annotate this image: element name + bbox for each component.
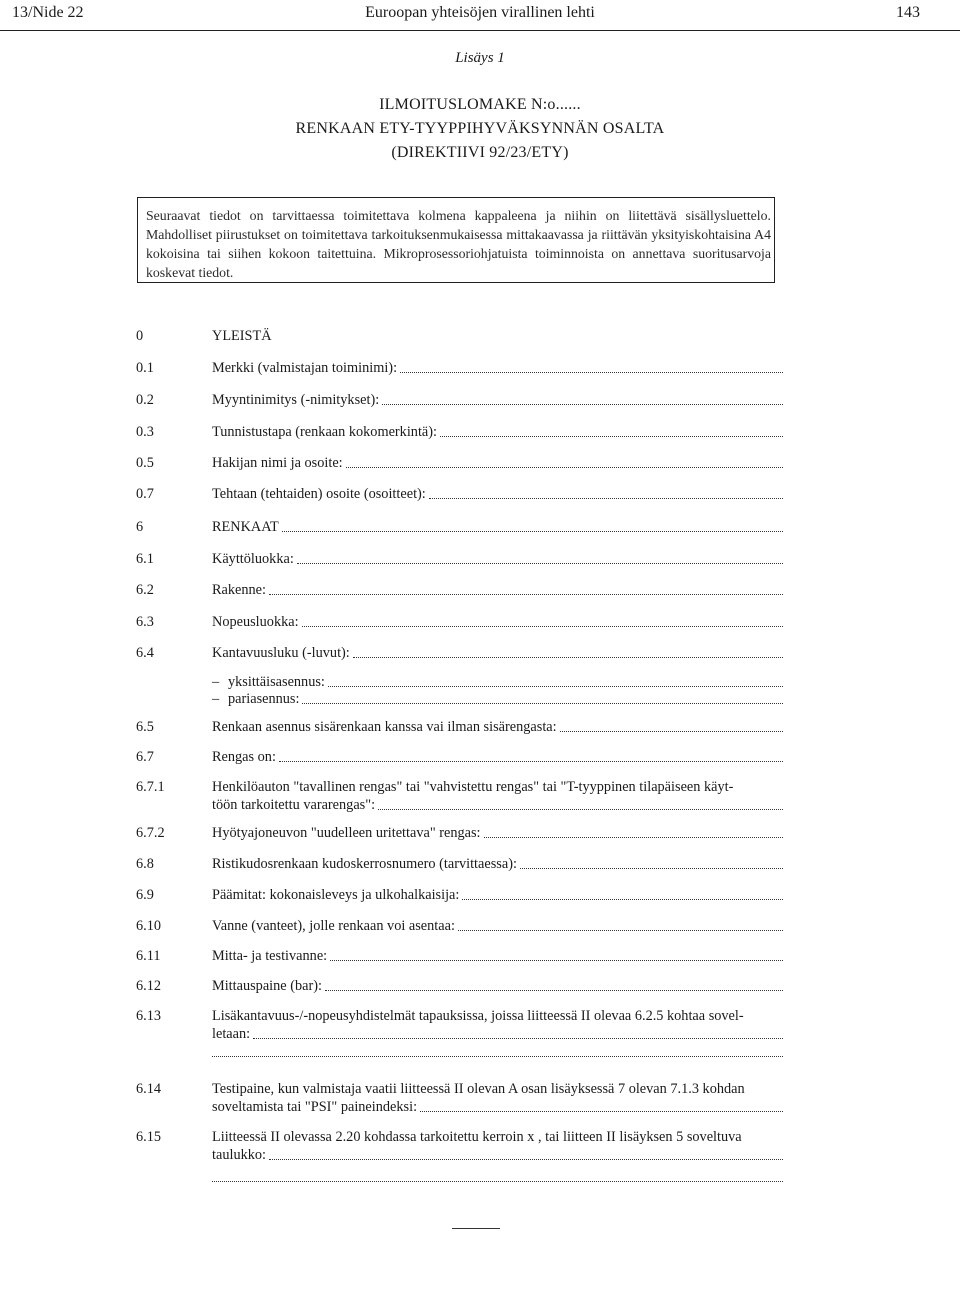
item-number: 0.3 bbox=[136, 424, 154, 440]
item-number: 6.14 bbox=[136, 1081, 162, 1097]
item-label: Rengas on: bbox=[212, 749, 276, 765]
item-number: 6.10 bbox=[136, 918, 162, 934]
item-number: 6.3 bbox=[136, 614, 154, 630]
item-number: 6.7 bbox=[136, 749, 154, 765]
section-heading: YLEISTÄ bbox=[212, 328, 272, 344]
answer-line[interactable] bbox=[330, 947, 783, 961]
item-label: Vanne (vanteet), jolle renkaan voi asentaa: bbox=[212, 918, 455, 934]
form-item-multiline bbox=[0, 1007, 960, 1047]
answer-line[interactable] bbox=[269, 581, 783, 595]
item-label: Renkaan asennus sisärenkaan kanssa vai ilman sisärengasta: bbox=[212, 719, 557, 735]
item-number: 0.7 bbox=[136, 486, 154, 502]
answer-line[interactable] bbox=[353, 644, 783, 658]
item-label: Kantavuusluku (-luvut): bbox=[212, 645, 350, 661]
page-header-left: 13/Nide 22 bbox=[12, 4, 84, 21]
instructions-text: Seuraavat tiedot on tarvittaessa toimitettava kolmena kappaleena ja niihin on liitettävä sisällysluettelo. Mahdolliset piirustukset on toimitettava tarkoituksenmukaisessa mittakaavassa ja riittävän yksityiskohtaisina A4 kokoisina tai siihen kokoon taitettuina. Mikroprosessoriohjatuista toiminnoista on annettava suoritusarvoja koskevat tiedot. bbox=[146, 208, 771, 280]
item-label: Mitta- ja testivanne: bbox=[212, 948, 328, 964]
page-number: 143 bbox=[896, 4, 920, 21]
item-label: Päämitat: kokonaisleveys ja ulkohalkaisija: bbox=[212, 887, 460, 903]
answer-line[interactable] bbox=[325, 977, 783, 991]
item-number: 0.2 bbox=[136, 392, 154, 408]
item-label: Myyntinimitys (-nimitykset): bbox=[212, 392, 380, 408]
answer-line[interactable] bbox=[400, 359, 783, 373]
answer-line[interactable] bbox=[382, 391, 783, 405]
answer-line[interactable] bbox=[302, 613, 783, 627]
item-label: Hakijan nimi ja osoite: bbox=[212, 455, 343, 471]
directive-reference: (DIREKTIIVI 92/23/ETY) bbox=[391, 144, 569, 161]
item-label-line2: taulukko: bbox=[212, 1147, 267, 1163]
answer-line[interactable] bbox=[560, 718, 783, 732]
item-label: Tehtaan (tehtaiden) osoite (osoitteet): bbox=[212, 486, 426, 502]
item-number: 6.13 bbox=[136, 1008, 162, 1024]
item-label: Käyttöluokka: bbox=[212, 551, 294, 567]
answer-line[interactable] bbox=[279, 748, 783, 762]
instructions-box bbox=[137, 197, 775, 283]
item-number: 6.11 bbox=[136, 948, 161, 964]
answer-line-extra[interactable] bbox=[212, 1180, 783, 1182]
item-label-line2: töön tarkoitettu vararengas": bbox=[212, 797, 376, 813]
item-label: pariasennus: bbox=[228, 691, 300, 707]
answer-line[interactable] bbox=[253, 1025, 783, 1039]
answer-line[interactable] bbox=[302, 690, 783, 704]
item-label: Tunnistustapa (renkaan kokomerkintä): bbox=[212, 424, 438, 440]
item-number: 6.15 bbox=[136, 1129, 162, 1145]
answer-line[interactable] bbox=[458, 917, 783, 931]
item-label: Ristikudosrenkaan kudoskerrosnumero (tarvittaessa): bbox=[212, 856, 517, 872]
answer-line[interactable] bbox=[440, 423, 783, 437]
item-number: 6.5 bbox=[136, 719, 154, 735]
answer-line[interactable] bbox=[328, 673, 783, 687]
answer-line[interactable] bbox=[420, 1098, 783, 1112]
item-number: 6.12 bbox=[136, 978, 162, 994]
item-number: 6.2 bbox=[136, 582, 154, 598]
answer-line[interactable] bbox=[462, 886, 783, 900]
item-label-line1: Henkilöauton "tavallinen rengas" tai "vahvistettu rengas" tai "T-tyyppinen tilapäiseen käyt- bbox=[212, 779, 734, 795]
item-number: 0.5 bbox=[136, 455, 154, 471]
item-label-line1: Lisäkantavuus-/-nopeusyhdistelmät tapauksissa, joissa liitteessä II olevaa 6.2.5 kohtaa sovel- bbox=[212, 1008, 744, 1024]
answer-line[interactable] bbox=[297, 550, 783, 564]
item-number: 6.8 bbox=[136, 856, 154, 872]
answer-line[interactable] bbox=[429, 485, 783, 499]
form-item-multiline bbox=[0, 1128, 960, 1168]
annex-label: Lisäys 1 bbox=[455, 50, 505, 66]
header-rule bbox=[0, 30, 960, 31]
section-heading: RENKAAT bbox=[212, 519, 279, 535]
journal-title: Euroopan yhteisöjen virallinen lehti bbox=[365, 4, 595, 21]
item-number: 0 bbox=[136, 328, 144, 344]
item-number: 6 bbox=[136, 519, 144, 535]
answer-line[interactable] bbox=[269, 1146, 783, 1160]
form-item-multiline bbox=[0, 1080, 960, 1120]
item-number: 6.7.2 bbox=[136, 825, 165, 841]
item-label-line1: Liitteessä II olevassa 2.20 kohdassa tarkoitettu kerroin x , tai liitteen II lisäyksen 5 soveltuva bbox=[212, 1129, 742, 1145]
answer-line[interactable] bbox=[346, 454, 783, 468]
answer-line-extra[interactable] bbox=[212, 1055, 783, 1057]
answer-line[interactable] bbox=[520, 855, 783, 869]
dash-marker: – bbox=[212, 674, 220, 690]
item-label: Hyötyajoneuvon "uudelleen uritettava" rengas: bbox=[212, 825, 481, 841]
item-label: Merkki (valmistajan toiminimi): bbox=[212, 360, 398, 376]
answer-line[interactable] bbox=[484, 824, 783, 838]
item-label: Rakenne: bbox=[212, 582, 266, 598]
item-label: Nopeusluokka: bbox=[212, 614, 299, 630]
item-number: 6.1 bbox=[136, 551, 154, 567]
answer-line[interactable] bbox=[282, 518, 783, 532]
item-number: 6.7.1 bbox=[136, 779, 165, 795]
form-subtitle: RENKAAN ETY-TYYPPIHYVÄKSYNNÄN OSALTA bbox=[295, 120, 665, 137]
end-rule bbox=[452, 1228, 500, 1229]
item-label: Mittauspaine (bar): bbox=[212, 978, 322, 994]
item-number: 0.1 bbox=[136, 360, 154, 376]
item-label-line2: letaan: bbox=[212, 1026, 251, 1042]
item-label: yksittäisasennus: bbox=[228, 674, 325, 690]
item-label-line1: Testipaine, kun valmistaja vaatii liitteessä II olevan A osan lisäyksessä 7 olevan 7.1.3 kohdan bbox=[212, 1081, 745, 1097]
answer-line[interactable] bbox=[378, 796, 783, 810]
item-number: 6.9 bbox=[136, 887, 154, 903]
form-title: ILMOITUSLOMAKE N:o...... bbox=[379, 96, 581, 113]
item-label-line2: soveltamista tai "PSI" paineindeksi: bbox=[212, 1099, 418, 1115]
dash-marker: – bbox=[212, 691, 220, 707]
form-item-multiline bbox=[0, 778, 960, 818]
item-number: 6.4 bbox=[136, 645, 154, 661]
